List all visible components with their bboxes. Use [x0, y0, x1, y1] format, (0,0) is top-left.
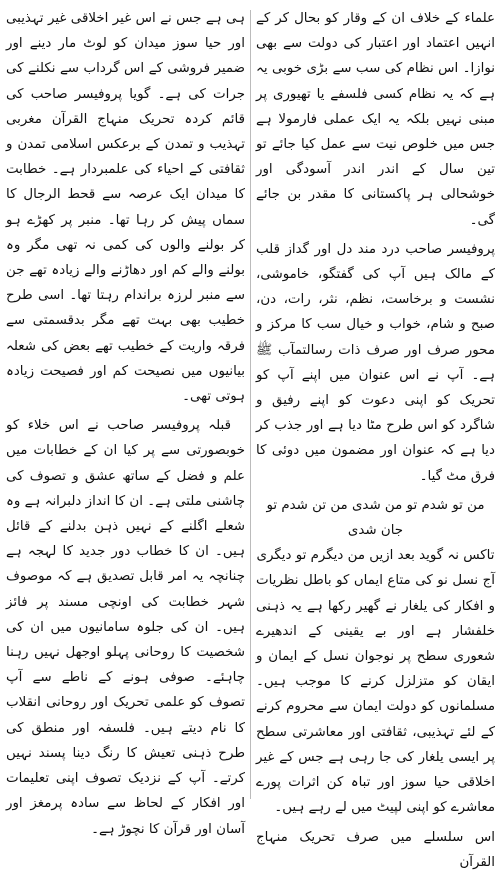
closing-line: اس سلسلے میں صرف تحریک منہاج القرآن [256, 829, 495, 870]
persian-verse-line-2: تاکس نہ گوید بعد ازیں من دیگرم تو دیگری [256, 548, 495, 564]
left-column [4, 6, 249, 837]
right-column [252, 6, 497, 870]
left-paragraph-1: ہی ہے جس نے اس غیر اخلاقی غیر تہذیبی اور حیا سوز میدان کو لوٹ مار دینے اور ضمیر فروشی کے اس گرداب سے نکلنے کی جرات کی ہے۔ گویا پروفیسر صاحب کی قائم کردہ تحریک منہاج القرآن مغربی تہذیب و تمدن کے برعکس اسلامی تمدن و ثقافتی کے احیاء کی علمبردار ہے۔ خطابت کا میدان ایک عرصہ سے قحط الرجال کا سماں پیش کر رہا تھا۔ منبر پر کھڑے ہو کر بولنے والوں کی کمی نہ تھی مگر وہ بولنے والے کم اور دھاڑنے والے زیادہ تھے جن سے منبر لرزہ براندام رہتا تھا۔ اسی طرح خطیب بھی بہت تھے مگر بدقسمتی سے فرقہ واریت کے خطیب تھے بعض کی شعلہ بیانیوں میں نصیحت کم اور فصیحت زیادہ ہوتی تھی۔ [6, 11, 245, 405]
right-paragraph-1: علماء کے خلاف ان کے وقار کو بحال کر کے انہیں اعتماد اور اعتبار کی دولت سے بھی نوازا۔ اس نظام کی سب سے بڑی خوبی یہ ہے کہ یہ نظام کسی فلسفے یا تھیوری پر مبنی نہیں بلکہ یہ ایک عملی فارمولا ہے جس میں خلوص نیت سے عمل کیا جائے تو تین سال کے اندر اندر آسودگی اور خوشحالی ہر پاکستانی کا مقدر بن جائے گی۔ [256, 11, 495, 228]
left-paragraph-2: قبلہ پروفیسر صاحب نے اس خلاء کو خوبصورتی سے پر کیا ان کے خطابات میں علم و فضل کے ساتھ عشق و تصوف کی چاشنی ملتی ہے۔ ان کا انداز دلبرانہ ہے وہ شعلے اگلنے کے نہیں ذہن بدلنے کے قائل ہیں۔ ان کا خطاب دور جدید کا لہجہ ہے چنانچہ یہ امر قابل تصدیق ہے کہ موصوف شہر خطابت کی اونچی مسند پر فائز ہیں۔ ان کی جلوہ سامانیوں میں ان کی شخصیت کا روحانی پہلو اوجھل نہیں رہنا چاہئے۔ صوفی ہونے کے ناطے سے آپ تصوف کو علمی تحریک اور روحانی انقلاب کا نام دیتے ہیں۔ فلسفہ اور منطق کی طرح ذہنی تعیش کا رنگ دینا پسند نہیں کرتے۔ آپ کے نزدیک تصوف اپنی تعلیمات اور افکار کے لحاظ سے سادہ پرمغز اور آسان اور قرآن کا نچوڑ ہے۔ [6, 418, 245, 837]
right-paragraph-3: آج نسل نو کی متاع ایماں کو باطل نظریات و افکار کی یلغار نے گھیر رکھا ہے یہ ذہنی خلفشار ہے اور بے یقینی کے اندھیرے شعوری سطح پر نوجوان نسل کے ایمان و ایقان کو متزلزل کرنے کا موجب ہیں۔ مسلمانوں کو دولت ایمان سے محروم کرنے کے لئے تہذیبی، ثقافتی اور معاشرتی سطح پر ایسی یلغار کی جا رہی ہے جس کے غیر اخلاقی حیا سوز اور تباہ کن اثرات پورے معاشرے کو اپنی لپیٹ میں لے رہے ہیں۔ [256, 573, 495, 816]
column-divider [250, 10, 251, 799]
persian-verse-line-1: من تو شدم تو من شدی من تن شدم تو جان شدی [266, 497, 485, 539]
right-paragraph-2: پروفیسر صاحب درد مند دل اور گداز قلب کے مالک ہیں آپ کی گفتگو، خاموشی، نشست و برخاست، نظم، نثر، رات، دن، صبح و شام، خواب و خیال سب کا مرکز و محور صرف اور صرف ذات رسالتمآب ﷺ ہے۔ آپ نے اس عنوان میں اپنے آپ کو تحریک کو اپنی دعوت کو اپنے رفیق و شاگرد کو اس طرح مٹا دیا ہے اور جذب کر دیا ہے کہ عنوان اور مضمون میں دوئی کا فرق مٹ گیا۔ [256, 241, 495, 484]
